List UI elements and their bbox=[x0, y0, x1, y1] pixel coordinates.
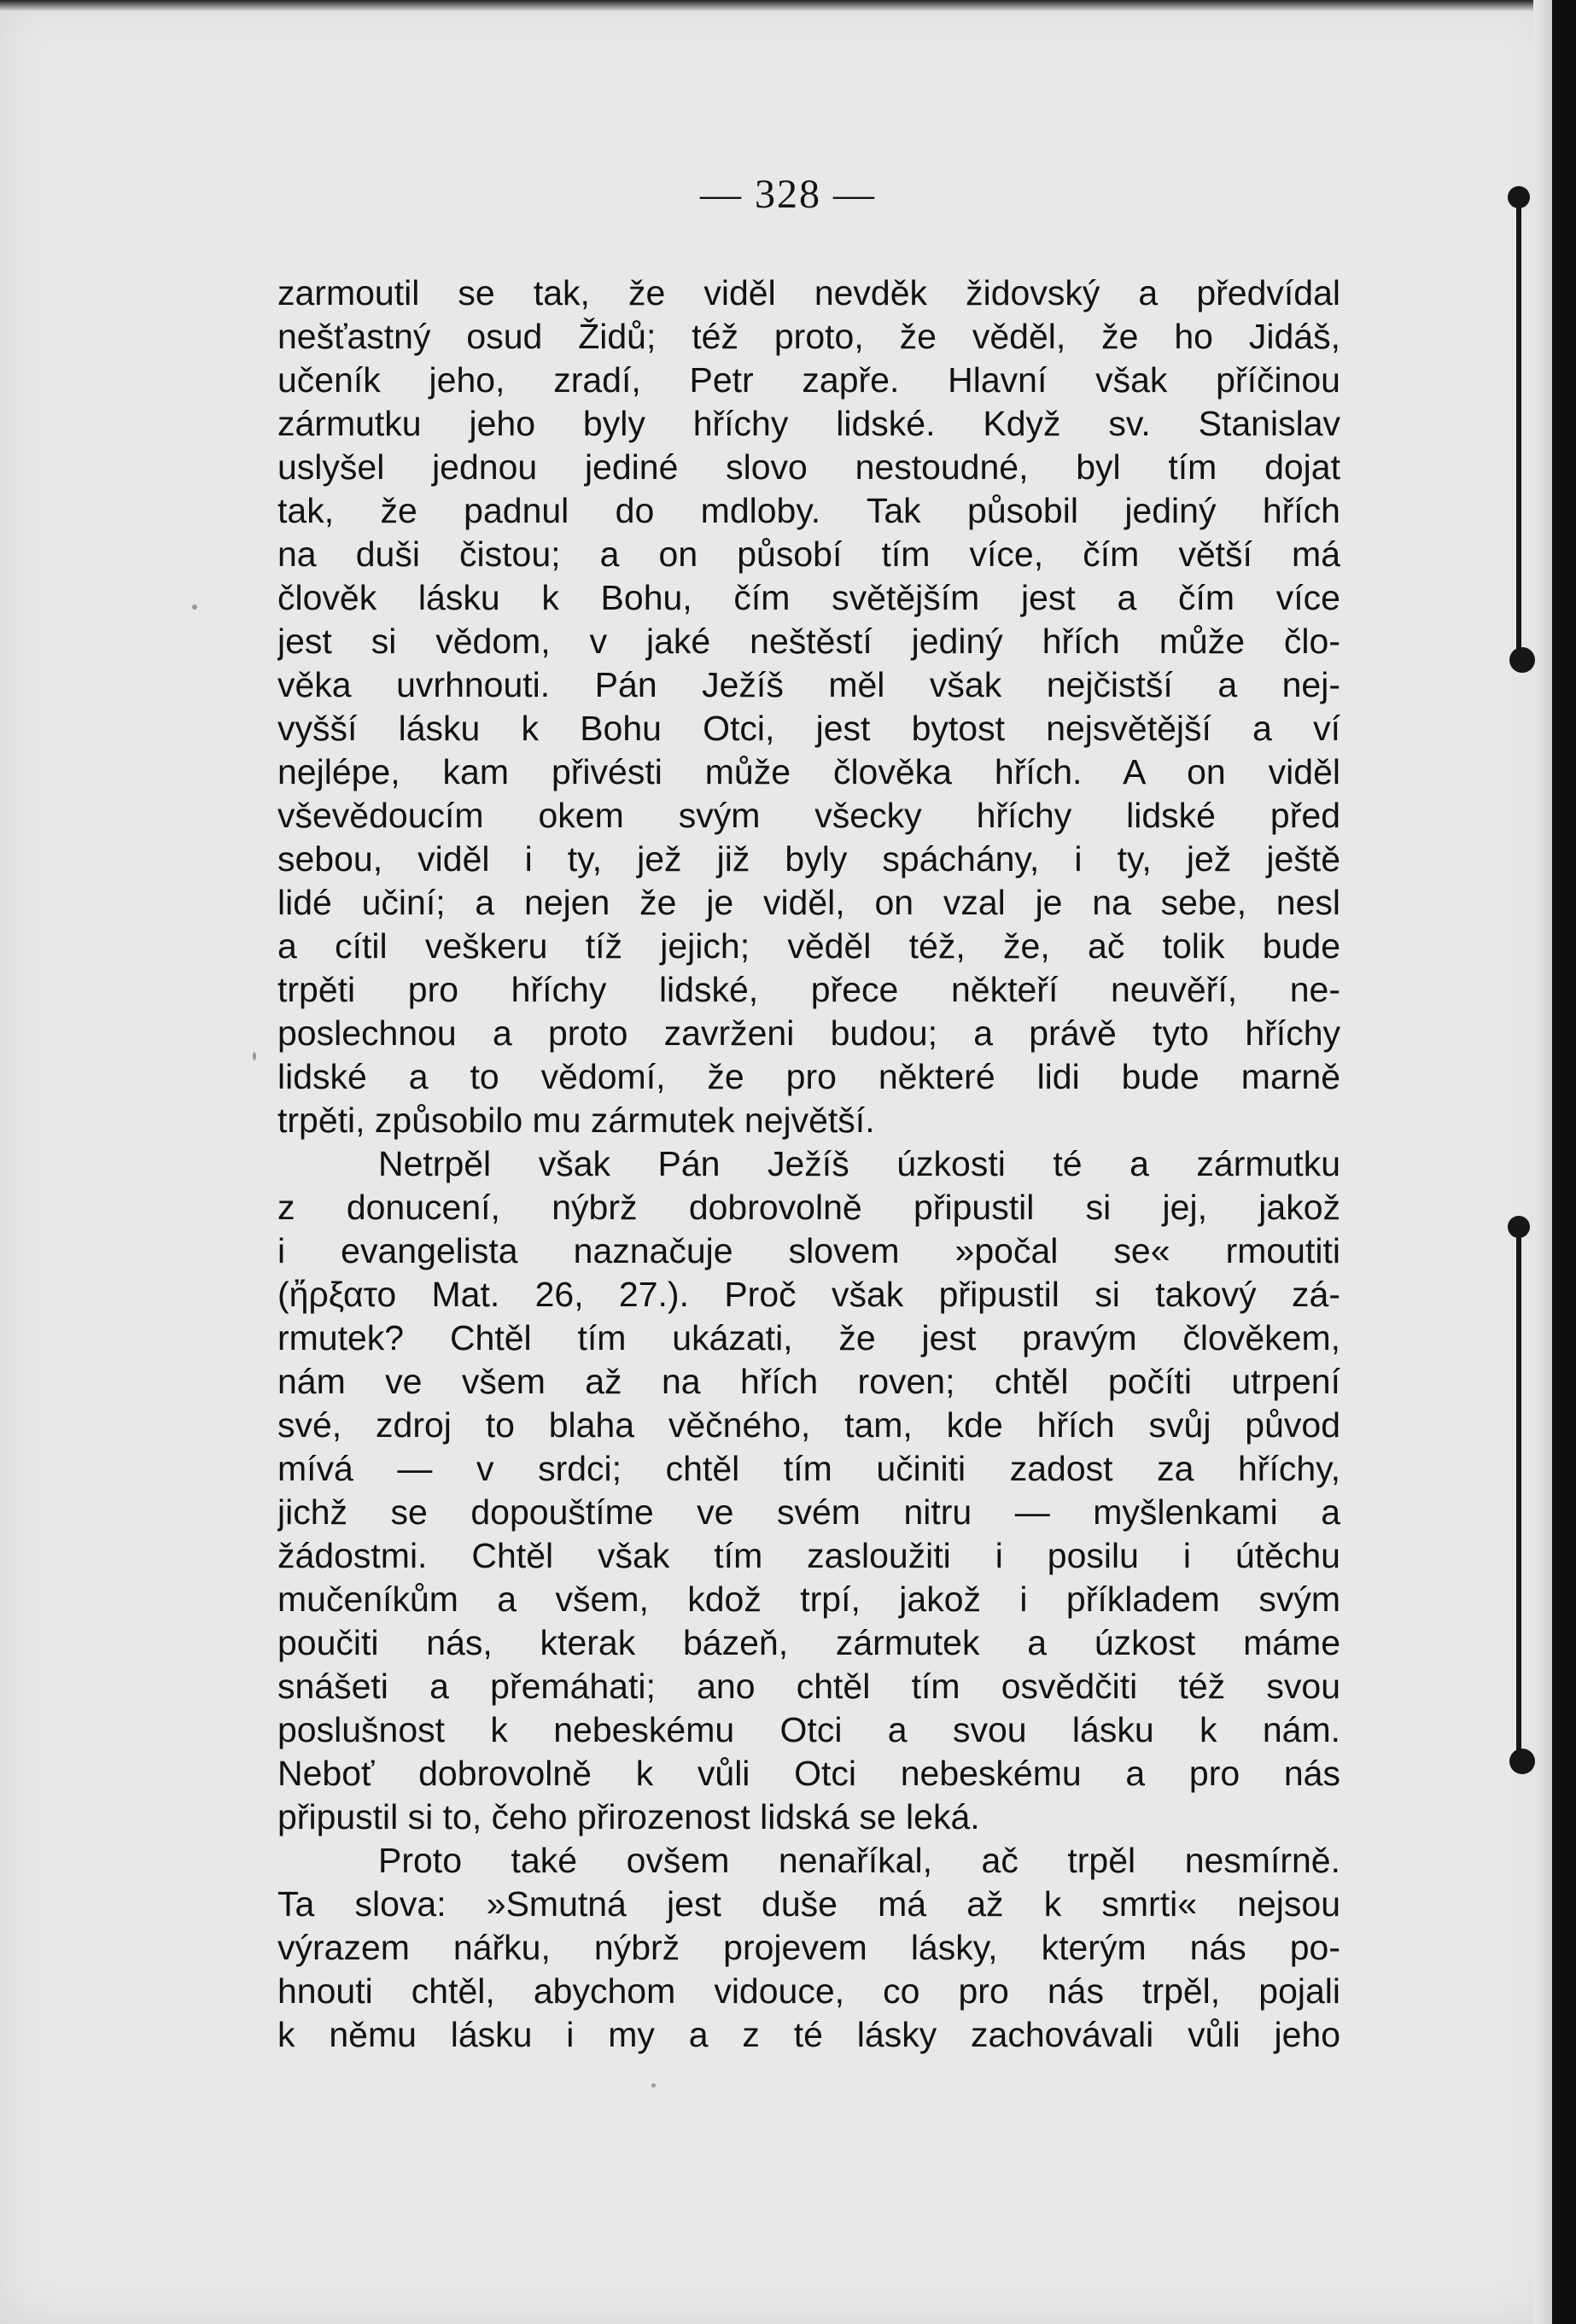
text-line: žádostmi. Chtěl však tím zasloužiti i posilu i útěchu bbox=[277, 1536, 1340, 1575]
text-line: rmutek? Chtěl tím ukázati, že jest pravým člověkem, bbox=[277, 1318, 1340, 1358]
text-line: lidé učiní; a nejen že je viděl, on vzal je na sebe, nesl bbox=[277, 883, 1340, 922]
text-line: poslechnou a proto zavrženi budou; a právě tyto hříchy bbox=[277, 1013, 1340, 1053]
binding-mark bbox=[1509, 647, 1535, 673]
text-line: jest si vědom, v jaké neštěstí jediný hřích může člo- bbox=[277, 622, 1340, 661]
page-top-shadow bbox=[0, 0, 1552, 12]
text-line: sebou, viděl i ty, jež již byly spáchány, i ty, jež ještě bbox=[277, 839, 1340, 879]
binding-line bbox=[1516, 1229, 1521, 1759]
binding-line bbox=[1516, 205, 1521, 649]
text-line: poslušnost k nebeskému Otci a svou lásku k nám. bbox=[277, 1710, 1340, 1749]
text-line: poučiti nás, kterak bázeň, zármutek a úzkost máme bbox=[277, 1623, 1340, 1662]
text-line: jichž se dopouštíme ve svém nitru — myšlenkami a bbox=[277, 1492, 1340, 1532]
text-line: Ta slova: »Smutná jest duše má až k smrti« nejsou bbox=[277, 1884, 1340, 1924]
body-text bbox=[277, 272, 1340, 2057]
text-line: trpěti pro hříchy lidské, přece někteří neuvěří, ne- bbox=[277, 970, 1340, 1009]
page-right-edge bbox=[1533, 0, 1552, 2324]
text-line: nám ve všem až na hřích roven; chtěl počíti utrpení bbox=[277, 1362, 1340, 1401]
text-line: vyšší lásku k Bohu Otci, jest bytost nejsvětější a ví bbox=[277, 709, 1340, 748]
text-line: mučeníkům a všem, kdož trpí, jakož i příkladem svým bbox=[277, 1580, 1340, 1619]
paper-speck bbox=[253, 1052, 256, 1060]
text-line: z donucení, nýbrž dobrovolně připustil si jej, jakož bbox=[277, 1188, 1340, 1227]
text-line: věka uvrhnouti. Pán Ježíš měl však nejčistší a nej- bbox=[277, 665, 1340, 704]
text-line: člověk lásku k Bohu, čím světějším jest a čím více bbox=[277, 578, 1340, 617]
text-line: Netrpěl však Pán Ježíš úzkosti té a zármutku bbox=[378, 1144, 1340, 1183]
text-line: uslyšel jednou jediné slovo nestoudné, byl tím dojat bbox=[277, 447, 1340, 487]
text-line: připustil si to, čeho přirozenost lidská se leká. bbox=[277, 1797, 980, 1836]
text-line: lidské a to vědomí, že pro některé lidi bude marně bbox=[277, 1057, 1340, 1096]
text-line: Proto také ovšem nenaříkal, ač trpěl nesmírně. bbox=[378, 1841, 1340, 1880]
text-line: hnouti chtěl, abychom vidouce, co pro nás trpěl, pojali bbox=[277, 1971, 1340, 2011]
text-line: vševědoucím okem svým všecky hříchy lidské před bbox=[277, 796, 1340, 835]
paper-speck bbox=[651, 2083, 656, 2088]
text-line: trpěti, způsobilo mu zármutek největší. bbox=[277, 1101, 875, 1140]
text-line: a cítil veškeru tíž jejich; věděl též, že, ač tolik bude bbox=[277, 926, 1340, 966]
text-line: výrazem nářku, nýbrž projevem lásky, kterým nás po- bbox=[277, 1928, 1340, 1967]
text-line: na duši čistou; a on působí tím více, čím větší má bbox=[277, 534, 1340, 574]
text-line: učeník jeho, zradí, Petr zapře. Hlavní však příčinou bbox=[277, 360, 1340, 400]
page-number: — 328 — bbox=[700, 172, 876, 217]
text-line: snášeti a přemáhati; ano chtěl tím osvědčiti též svou bbox=[277, 1667, 1340, 1706]
text-line: zarmoutil se tak, že viděl nevděk židovský a předvídal bbox=[277, 273, 1340, 312]
text-line: mívá — v srdci; chtěl tím učiniti zadost za hříchy, bbox=[277, 1449, 1340, 1488]
binding-mark bbox=[1509, 1749, 1535, 1774]
text-line: své, zdroj to blaha věčného, tam, kde hřích svůj původ bbox=[277, 1405, 1340, 1445]
text-line: tak, že padnul do mdloby. Tak působil jediný hřích bbox=[277, 491, 1340, 530]
text-line: k němu lásku i my a z té lásky zachovávali vůli jeho bbox=[277, 2015, 1340, 2054]
paper-speck bbox=[192, 604, 197, 610]
text-line: zármutku jeho byly hříchy lidské. Když sv. Stanislav bbox=[277, 404, 1340, 443]
text-line: Neboť dobrovolně k vůli Otci nebeskému a pro nás bbox=[277, 1754, 1340, 1793]
text-line: nešťastný osud Židů; též proto, že věděl, že ho Jidáš, bbox=[277, 317, 1340, 356]
text-line: nejlépe, kam přivésti může člověka hřích. A on viděl bbox=[277, 752, 1340, 791]
text-line: i evangelista naznačuje slovem »počal se« rmoutiti bbox=[277, 1231, 1340, 1270]
text-line: (ἤρξατο Mat. 26, 27.). Proč však připustil si takový zá- bbox=[277, 1275, 1340, 1314]
